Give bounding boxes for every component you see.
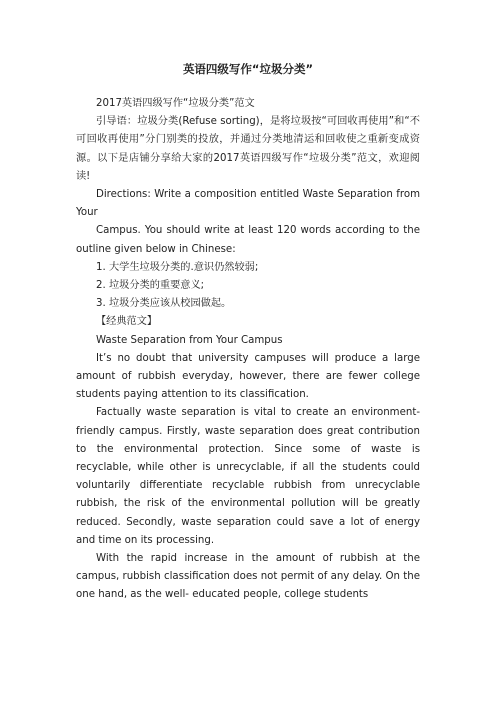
intro-paragraph: 引导语：垃圾分类(Refuse sorting)，是将垃圾按“可回收再使用”和“不可回收再使用”分门别类的投放，并通过分类地清运和回收使之重新变成资源。以下是店铺分享给大家的2017英语四级写作“垃圾分类”范文，欢迎阅读! (76, 116, 420, 182)
document-body (76, 95, 420, 605)
document-title: 英语四级写作“垃圾分类” (182, 62, 314, 76)
subtitle: 2017英语四级写作“垃圾分类”范文 (96, 98, 255, 109)
model-essay-heading: 【经典范文】 (96, 316, 158, 328)
outline-item-3: 3. 垃圾分类应该从校园做起。 (96, 298, 232, 310)
essay-paragraph-1: It’s no doubt that university campuses will produce a large amount of rubbish everyday, however, there are fewer college students paying attention to its classification. (76, 352, 420, 401)
outline-item-1: 1. 大学生垃圾分类的.意识仍然较弱; (96, 261, 259, 273)
essay-paragraph-3: With the rapid increase in the amount of rubbish at the campus, rubbish classification does not permit of any delay. On the one hand, as the well- educated people, college students (76, 553, 420, 601)
directions-line-1: Directions: Write a composition entitled Waste Separation from Your (76, 189, 420, 219)
essay-title: Waste Separation from Your Campus (96, 334, 283, 346)
directions-line-2: Campus. You should write at least 120 words according to the outline given below in Chinese: (76, 225, 420, 255)
essay-paragraph-2: Factually waste separation is vital to create an environment-friendly campus. Firstly, waste separation does great contribution to the environmental protection. Since some of waste is recyclable, while other is unrecyclable, if all the students could voluntarily differentiate recyclable rubbish from unrecyclable rubbish, the risk of the environmental pollution will be greatly reduced. Secondly, waste separation could save a lot of energy and time on its processing. (76, 407, 420, 546)
outline-item-2: 2. 垃圾分类的重要意义; (96, 280, 205, 292)
